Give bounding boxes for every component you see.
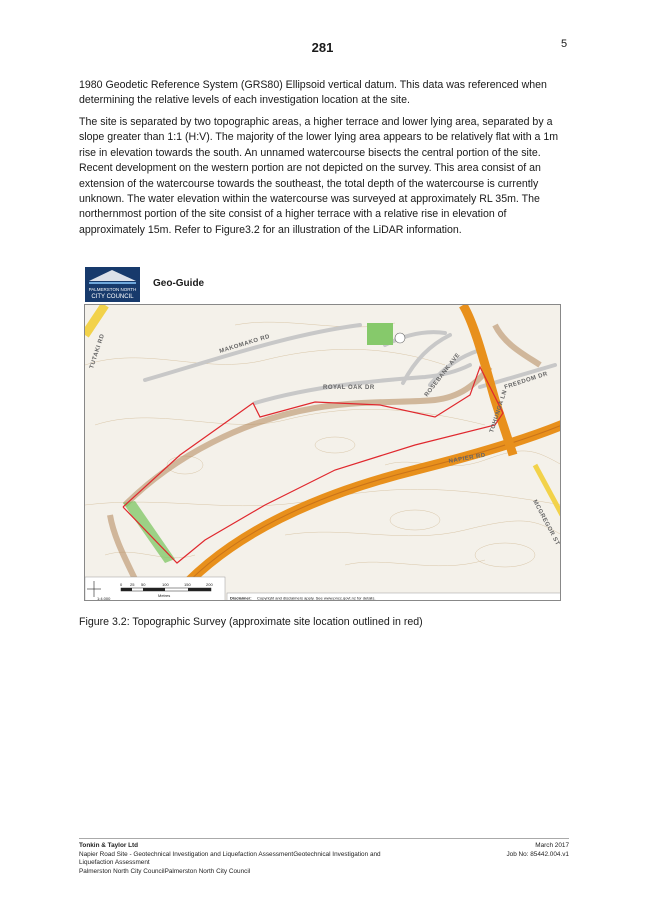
scale-tick-50: 50	[141, 582, 146, 587]
paragraph-site-description: The site is separated by two topographic areas, a higher terrace and lower lying area, separated by a slope greater than 1:1 (H:V). The majority of the lower lying area appears to be relatively flat with a 1m rise in elevation towards the south. An unnamed watercourse bisects the central portion of the site. Recent development on the western portion are not depicted on the survey. This area consist of an extension of the watercourse towards the southeast, the total depth of the watercourse is currently unknown. The water elevation within the watercourse was surveyed at approximately RL 35m. The northernmost portion of the site consist of a higher terrace with a relative rise in elevation of approximately 15m. Refer to Figure3.2 for an illustration of the LiDAR information.	[79, 116, 559, 236]
napier-road	[170, 425, 561, 601]
scale-bar-seg1	[121, 588, 132, 591]
scale-ratio: 1:4,000	[97, 596, 111, 601]
disclaimer-label: Disclaimer:	[230, 595, 252, 601]
page-number-top: 281	[311, 40, 334, 55]
logo-line2: CITY COUNCIL	[91, 294, 134, 300]
footer-company: Tonkin & Taylor Ltd	[79, 842, 139, 849]
map	[84, 304, 561, 601]
scale-tick-100: 100	[162, 582, 169, 587]
scale-unit: Metres	[158, 593, 171, 598]
napier-road-centreline	[170, 425, 561, 601]
label-freedom-dr: FREEDOM DR	[503, 371, 549, 391]
logo-roof-shape	[89, 270, 136, 281]
footer-client: Palmerston North City CouncilPalmerston North City Council	[79, 867, 251, 875]
western-road	[85, 305, 105, 335]
page-index: 5	[561, 38, 568, 50]
label-mcgregor-st: MCGREGOR ST	[531, 499, 561, 547]
scale-tick-0: 0	[120, 582, 123, 587]
footer-date: March 2017	[535, 842, 569, 849]
label-rosebank-ave: ROSEBANK AVE	[423, 352, 462, 399]
disclaimer-text: Copyright and disclaimers apply. See www.pncc.govt.nz for details.	[257, 595, 376, 601]
park-area	[367, 323, 393, 345]
footer-right	[460, 842, 569, 859]
footer-job: Job No: 85442.004.v1	[506, 850, 569, 858]
footer-project-cont: Liquefaction Assessment	[79, 859, 150, 867]
scale-tick-200: 200	[206, 582, 213, 587]
scale-bar-seg3	[188, 588, 211, 591]
label-makomako-rd: MAKOMAKO RD	[218, 333, 271, 355]
footer-divider	[79, 838, 569, 839]
council-logo	[85, 267, 140, 302]
logo-bar	[89, 282, 136, 284]
scale-tick-150: 150	[184, 582, 191, 587]
logo-line1: PALMERSTON NORTH	[88, 287, 137, 292]
paragraph-datum: 1980 Geodetic Reference System (GRS80) Ellipsoid vertical datum. This data was referenced when determining the relative levels of each investigation location at the site.	[79, 79, 547, 107]
label-napier-rd: NAPIER RD	[448, 452, 487, 465]
footer-left	[79, 842, 419, 876]
label-tohunga-ln: TOHUNGA LN	[489, 389, 509, 434]
figure-topographic-survey	[84, 267, 561, 601]
geo-guide-title: Geo-Guide	[153, 278, 205, 289]
scale-tick-25: 25	[130, 582, 135, 587]
scale-bar-seg2	[143, 588, 165, 591]
park-icon	[395, 333, 405, 343]
footer-project: Napier Road Site - Geotechnical Investigation and Liquefaction AssessmentGeotechnical Investigation and	[79, 850, 381, 858]
label-western-road: TUTAKI RD	[89, 333, 107, 370]
label-royal-oak-dr: ROYAL OAK DR	[323, 385, 375, 391]
figure-caption: Figure 3.2: Topographic Survey (approximate site location outlined in red)	[79, 616, 423, 628]
geo-guide-header	[84, 267, 561, 304]
